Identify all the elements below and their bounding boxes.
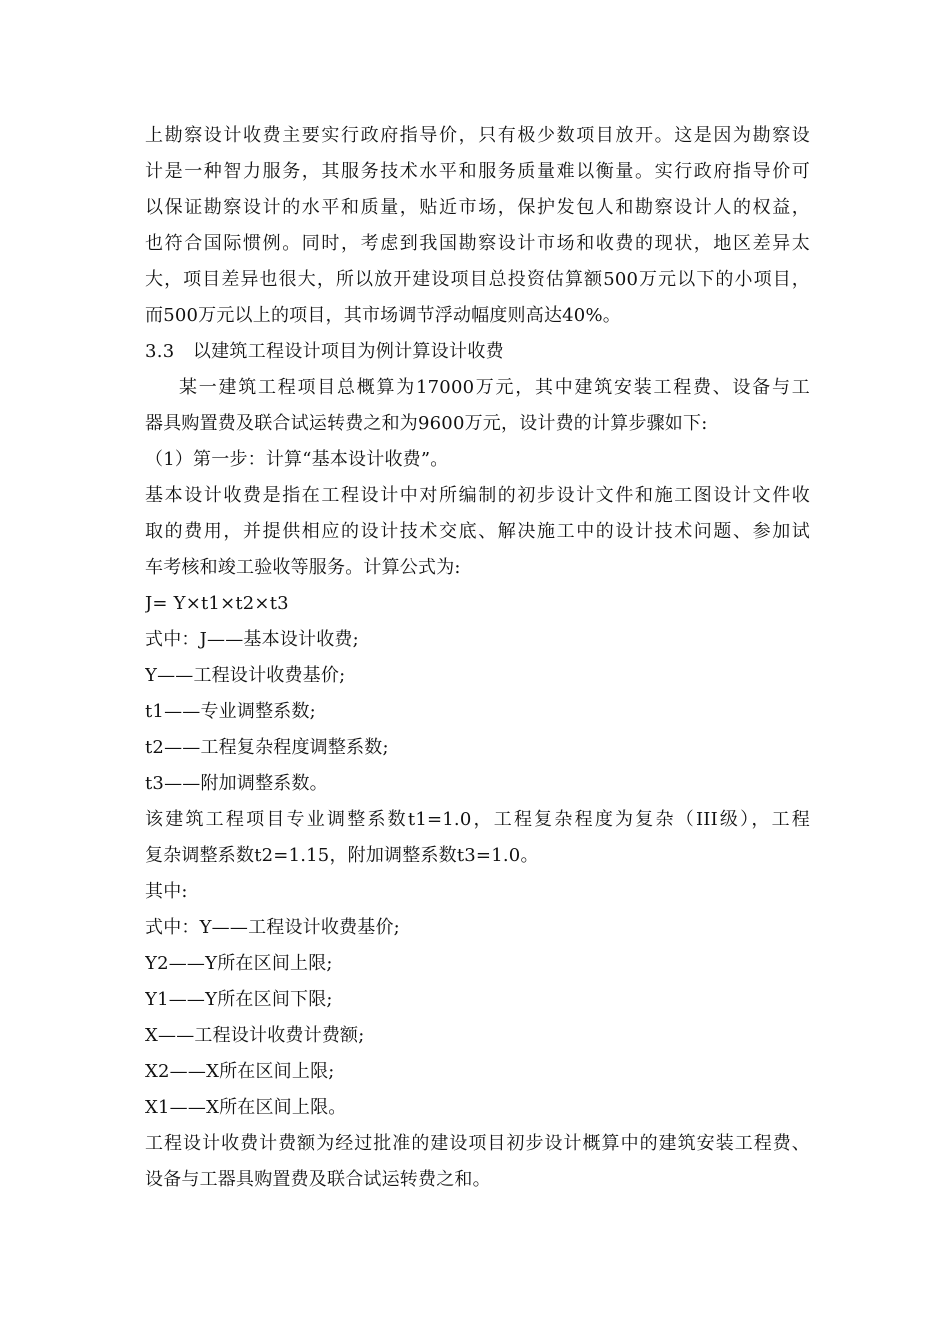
paragraph-line: 上勘察设计收费主要实行政府指导价，只有极少数项目放开。这是因为勘察设 xyxy=(145,125,810,146)
paragraph-line: 也符合国际惯例。同时，考虑到我国勘察设计市场和收费的现状，地区差异太 xyxy=(145,233,810,254)
definition-line: Y——工程设计收费基价; xyxy=(145,665,346,686)
definition-line: 式中：Y——工程设计收费基价; xyxy=(145,917,400,938)
paragraph-line: 其中: xyxy=(145,881,188,902)
paragraph-line: 设备与工器具购置费及联合试运转费之和。 xyxy=(145,1169,491,1190)
document-body xyxy=(145,118,810,1198)
paragraph-line: 而500万元以上的项目，其市场调节浮动幅度则高达40%。 xyxy=(145,305,621,326)
paragraph-line: 基本设计收费是指在工程设计中对所编制的初步设计文件和施工图设计文件收 xyxy=(145,485,810,506)
section-heading: 3.3 以建筑工程设计项目为例计算设计收费 xyxy=(145,341,504,362)
paragraph-line: 以保证勘察设计的水平和质量，贴近市场，保护发包人和勘察设计人的权益， xyxy=(145,197,810,218)
definition-line: Y1——Y所在区间下限; xyxy=(145,989,333,1010)
definition-line: X——工程设计收费计费额; xyxy=(145,1025,365,1046)
paragraph-line: 工程设计收费计费额为经过批准的建设项目初步设计概算中的建筑安装工程费、 xyxy=(145,1133,810,1154)
paragraph-line: 大，项目差异也很大，所以放开建设项目总投资估算额500万元以下的小项目， xyxy=(145,269,810,290)
paragraph-line: 车考核和竣工验收等服务。计算公式为: xyxy=(145,557,461,578)
paragraph-line: 复杂调整系数t2=1.15，附加调整系数t3=1.0。 xyxy=(145,845,539,866)
definition-line: 式中：J——基本设计收费; xyxy=(145,629,359,650)
definition-line: Y2——Y所在区间上限; xyxy=(145,953,333,974)
paragraph-line: 某一建筑工程项目总概算为17000万元，其中建筑安装工程费、设备与工 xyxy=(179,377,810,398)
definition-line: X1——X所在区间上限。 xyxy=(145,1097,347,1118)
step-heading: （1）第一步：计算“基本设计收费”。 xyxy=(145,449,449,470)
definition-line: t2——工程复杂程度调整系数; xyxy=(145,737,389,758)
definition-line: X2——X所在区间上限; xyxy=(145,1061,335,1082)
paragraph-line: 取的费用，并提供相应的设计技术交底、解决施工中的设计技术问题、参加试 xyxy=(145,521,810,542)
paragraph-line: 器具购置费及联合试运转费之和为9600万元，设计费的计算步骤如下: xyxy=(145,413,708,434)
paragraph-line: 计是一种智力服务，其服务技术水平和服务质量难以衡量。实行政府指导价可 xyxy=(145,161,810,182)
formula-line: J= Y×t1×t2×t3 xyxy=(145,593,289,614)
definition-line: t3——附加调整系数。 xyxy=(145,773,328,794)
definition-line: t1——专业调整系数; xyxy=(145,701,316,722)
paragraph-line: 该建筑工程项目专业调整系数t1=1.0，工程复杂程度为复杂（III级），工程 xyxy=(145,809,810,830)
